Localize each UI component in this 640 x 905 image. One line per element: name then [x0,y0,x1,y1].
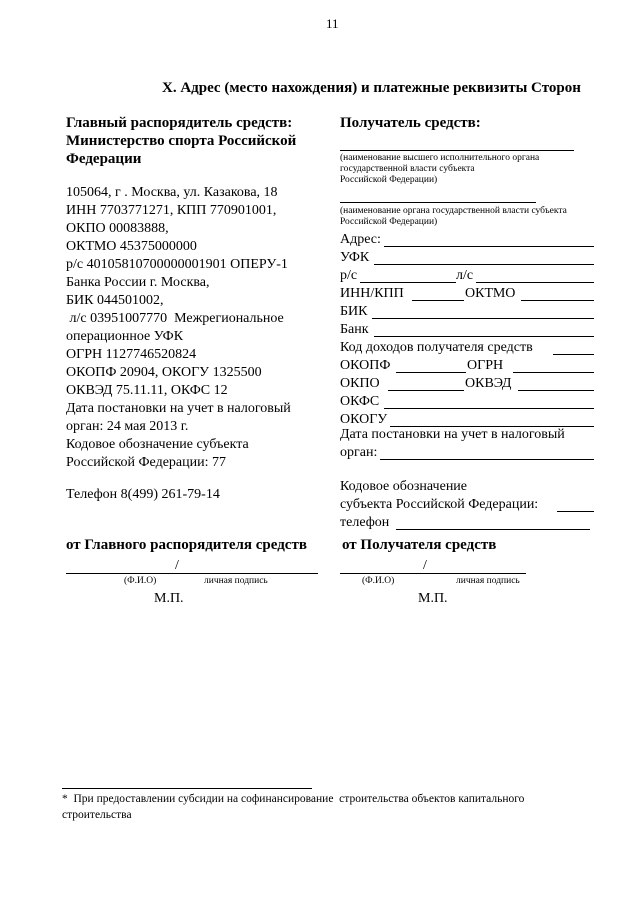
right-signature-heading: от Получателя средств [342,537,497,553]
field-inn-kpp-label: ИНН/КПП [340,286,404,301]
field-oktmo-line [521,300,594,301]
field-income-code-line [553,354,594,355]
field-ufk-label: УФК [340,250,370,265]
field-region-code-label-1: Кодовое обозначение [340,479,468,494]
left-signature-heading: от Главного распорядителя средств [66,537,307,553]
left-stamp-place: М.П. [154,591,184,606]
field-okopf-line [396,372,466,373]
left-detail-line: Российской Федерации: 77 [66,455,227,470]
left-detail-line: ОКПО 00083888, [66,221,169,236]
field-rs-line [360,282,456,283]
footnote-line-1: * При предоставлении субсидии на софинансирование строительства объектов капитального [62,793,525,805]
field-tax-date-line [380,459,594,460]
left-detail-line: орган: 24 мая 2013 г. [66,419,189,434]
left-detail-line: ОКОПФ 20904, ОКОГУ 1325500 [66,365,262,380]
left-phone: Телефон 8(499) 261-79-14 [66,487,220,502]
field-bank-label: Банк [340,322,369,337]
field-region-code-line [557,511,594,512]
field-inn-kpp-line [412,300,464,301]
left-detail-line: ОГРН 1127746520824 [66,347,197,362]
left-detail-line: р/с 40105810700000001901 ОПЕРУ-1 [66,257,288,272]
field-rs-label: р/с [340,268,358,283]
footnote-line-2: строительства [62,809,132,821]
left-detail-line: Банка России г. Москва, [66,275,210,290]
field-ufk-line [374,264,594,265]
section-title: X. Адрес (место нахождения) и платежные реквизиты Сторон [162,80,581,96]
caption-line: государственной власти субъекта [340,164,475,174]
left-signature-line [66,573,318,574]
caption-line: (наименование органа государственной власти субъекта [340,206,567,216]
field-okved-label: ОКВЭД [465,376,512,391]
left-signature-slash: / [175,558,179,573]
field-ls-label: л/с [456,268,474,283]
field-address-label: Адрес: [340,232,381,247]
field-address-line [384,246,594,247]
left-detail-line: операционное УФК [66,329,184,344]
field-phone-line [396,529,590,530]
left-detail-line: Кодовое обозначение субъекта [66,437,249,452]
right-sign-caption: личная подпись [456,576,520,586]
right-fio-caption: (Ф.И.О) [362,576,395,586]
page-number: 11 [326,16,339,31]
caption-line: (наименование высшего исполнительного органа [340,153,540,163]
left-heading-line-3: Федерации [66,151,142,167]
right-signature-line [340,573,526,574]
left-detail-line: Дата постановки на учет в налоговый [66,401,291,416]
field-okfs-line [384,408,594,409]
right-heading: Получатель средств: [340,115,481,131]
field-oktmo-label: ОКТМО [465,286,516,301]
left-heading-line-2: Министерство спорта Российской [66,133,297,149]
caption-line: Российской Федерации) [340,175,438,185]
field-bik-line [372,318,594,319]
field-bank-line [374,336,594,337]
left-detail-line: 105064, г . Москва, ул. Казакова, 18 [66,185,278,200]
footnote-separator [62,788,312,789]
field-okfs-label: ОКФС [340,394,380,409]
left-fio-caption: (Ф.И.О) [124,576,157,586]
caption-line: Российской Федерации) [340,217,438,227]
field-tax-date-label-1: Дата постановки на учет в налоговый [340,427,565,442]
left-detail-line: ИНН 7703771271, КПП 770901001, [66,203,277,218]
left-sign-caption: личная подпись [204,576,268,586]
field-okved-line [518,390,594,391]
left-detail-line: ОКВЭД 75.11.11, ОКФС 12 [66,383,228,398]
field-okogu-label: ОКОГУ [340,412,388,427]
left-detail-line: ОКТМО 45375000000 [66,239,197,254]
recipient-authority-name-line [340,202,536,203]
field-okpo-label: ОКПО [340,376,380,391]
field-region-code-label-2: субъекта Российской Федерации: [340,497,539,512]
left-detail-line: л/с 03951007770 Межрегиональное [66,311,284,326]
field-ogrn-line [513,372,594,373]
left-detail-line: БИК 044501002, [66,293,164,308]
field-okpo-line [388,390,464,391]
field-ls-line [476,282,594,283]
recipient-executive-name-line [340,150,574,151]
left-heading-line-1: Главный распорядитель средств: [66,115,293,131]
field-bik-label: БИК [340,304,368,319]
field-okopf-label: ОКОПФ [340,358,391,373]
right-signature-slash: / [423,558,427,573]
right-stamp-place: М.П. [418,591,448,606]
field-income-code-label: Код доходов получателя средств [340,340,533,355]
field-ogrn-label: ОГРН [467,358,504,373]
field-phone-label: телефон [340,515,390,530]
field-tax-date-label-2: орган: [340,445,378,460]
